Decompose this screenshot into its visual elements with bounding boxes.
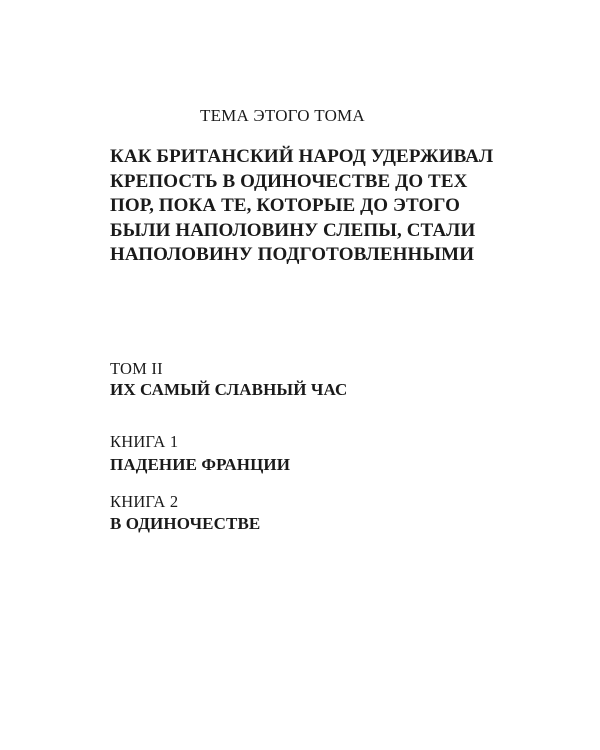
theme-line: БЫЛИ НАПОЛОВИНУ СЛЕПЫ, СТАЛИ bbox=[110, 219, 476, 241]
book-2-label: КНИГА 2 bbox=[110, 492, 179, 511]
book-1-title: ПАДЕНИЕ ФРАНЦИИ bbox=[110, 455, 291, 474]
theme-heading: ТЕМА ЭТОГО ТОМА bbox=[200, 106, 365, 125]
volume-label: ТОМ II bbox=[110, 359, 163, 378]
theme-line: КРЕПОСТЬ В ОДИНОЧЕСТВЕ ДО ТЕХ bbox=[110, 170, 468, 192]
volume-title: ИХ САМЫЙ СЛАВНЫЙ ЧАС bbox=[110, 380, 348, 399]
theme-line: ПОР, ПОКА ТЕ, КОТОРЫЕ ДО ЭТОГО bbox=[110, 195, 460, 216]
theme-statement bbox=[110, 145, 530, 268]
book-2-title: В ОДИНОЧЕСТВЕ bbox=[110, 514, 261, 533]
theme-line: КАК БРИТАНСКИЙ НАРОД УДЕРЖИВАЛ bbox=[110, 146, 494, 167]
theme-line: НАПОЛОВИНУ ПОДГОТОВЛЕННЫМИ bbox=[110, 244, 475, 265]
book-1-label: КНИГА 1 bbox=[110, 432, 179, 451]
